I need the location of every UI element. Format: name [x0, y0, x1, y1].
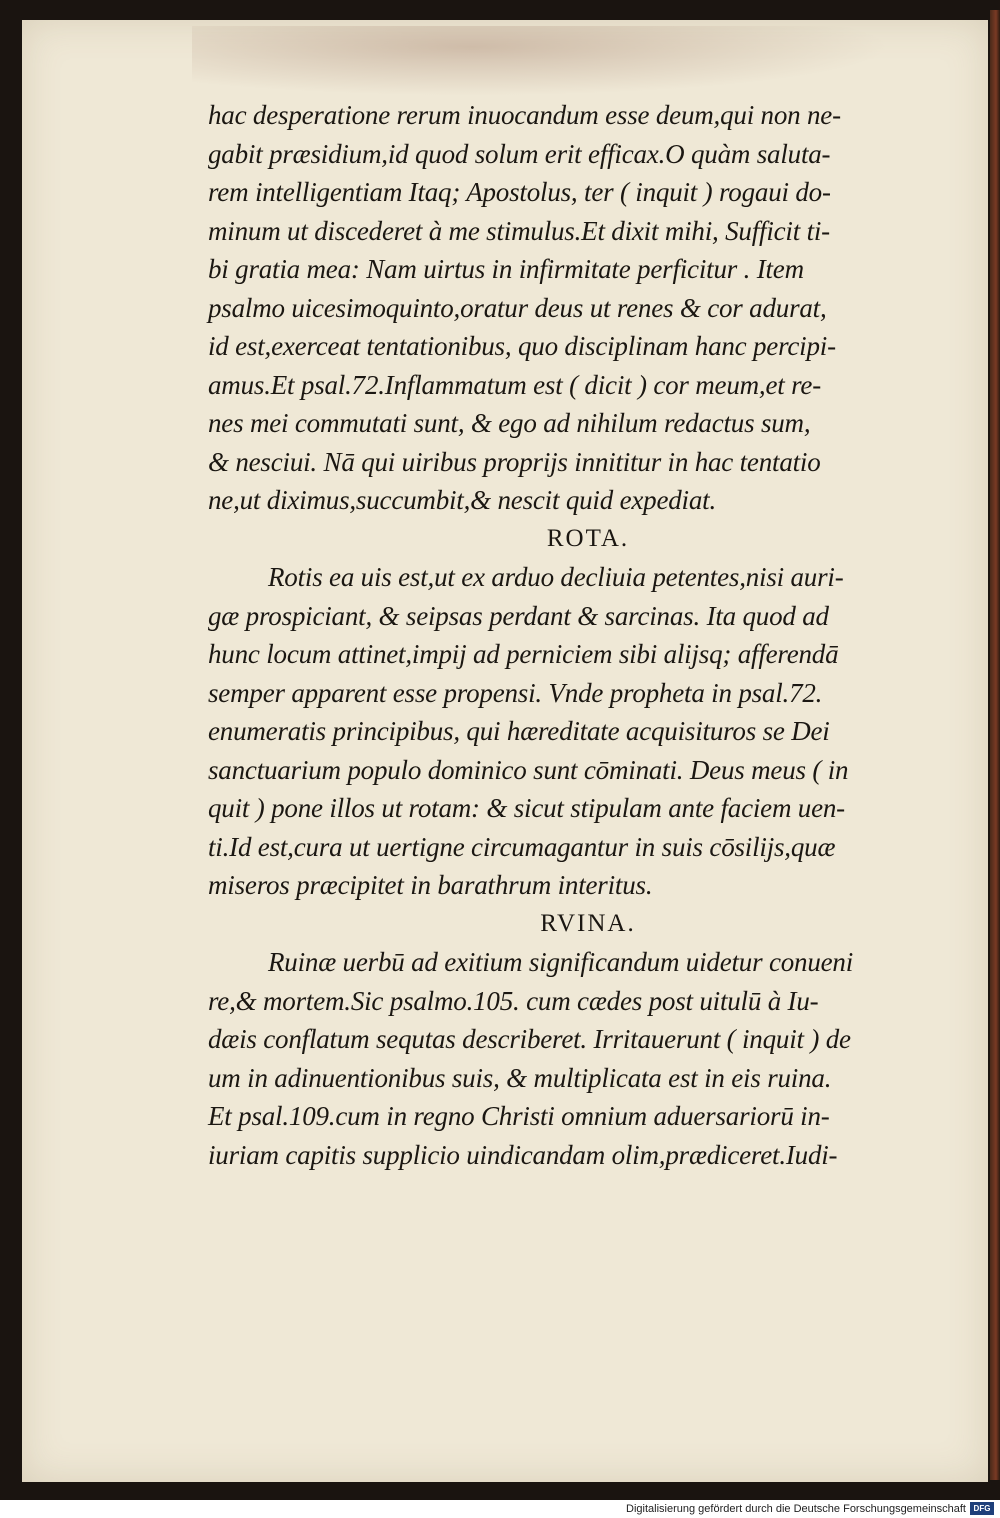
text-line: rem intelligentiam Itaq; Apostolus, ter ( inquit ) rogaui do- — [208, 177, 831, 207]
text-line: quit ) pone illos ut rotam: & sicut stipulam ante faciem uen- — [208, 793, 845, 823]
text-line: id est,exerceat tentationibus, quo disciplinam hanc percipi- — [208, 331, 836, 361]
text-line: Rotis ea uis est,ut ex arduo decliuia petentes,nisi auri- — [268, 562, 844, 592]
text-line: amus.Et psal.72.Inflammatum est ( dicit ) cor meum,et re- — [208, 369, 822, 400]
page-text — [208, 96, 928, 1174]
text-line: gabit præsidium,id quod solum erit efficax.O quàm saluta- — [208, 138, 831, 169]
text-line: hac desperatione rerum inuocandum esse deum,qui non ne- — [208, 100, 841, 130]
book-edge — [990, 10, 1000, 1480]
text-line: gæ prospiciant, & seipsas perdant & sarcinas. Ita quod ad — [208, 600, 829, 631]
footer-bar — [0, 1500, 1000, 1518]
text-line: miseros præcipitet in barathrum interitus. — [208, 870, 653, 900]
text-line: minum ut discederet à me stimulus.Et dixit mihi, Sufficit ti- — [208, 215, 830, 246]
text-line: hunc locum attinet,impij ad perniciem sibi alijsq; afferendā — [208, 639, 839, 669]
text-line: iuriam capitis supplicio uindicandam olim,prædiceret.Iudi- — [208, 1139, 838, 1170]
text-line: psalmo uicesimoquinto,oratur deus ut renes & cor adurat, — [208, 292, 827, 323]
page-stain — [192, 26, 892, 96]
funding-note: Digitalisierung gefördert durch die Deutsche Forschungsgemeinschaft — [626, 1503, 966, 1515]
dfg-logo: DFG — [970, 1502, 994, 1515]
text-line: enumeratis principibus, qui hæreditate acquisituros se Dei — [208, 716, 830, 746]
text-line: nes mei commutati sunt, & ego ad nihilum redactus sum, — [208, 408, 811, 438]
text-line: bi gratia mea: Nam uirtus in infirmitate perficitur . Item — [208, 254, 804, 284]
text-line: dæis conflatum sequtas describeret. Irritauerunt ( inquit ) de — [208, 1024, 851, 1054]
text-line: re,& mortem.Sic psalmo.105. cum cædes post uitulū à Iu- — [208, 985, 819, 1016]
text-line: & nesciui. Nā qui uiribus proprijs innititur in hac tentatio — [208, 446, 821, 477]
section-heading-ruina: RVINA. — [540, 909, 636, 937]
text-line: um in adinuentionibus suis, & multiplicata est in eis ruina. — [208, 1062, 832, 1093]
text-line: Ruinæ uerbū ad exitium significandum uidetur conueni — [268, 947, 854, 977]
text-line: ne,ut diximus,succumbit,& nescit quid expediat. — [208, 485, 716, 515]
text-line: ti.Id est,cura ut uertigne circumagantur in suis cōsilijs,quæ — [208, 831, 836, 862]
text-line: semper apparent esse propensi. Vnde propheta in psal.72. — [208, 677, 823, 708]
section-heading-rota: ROTA. — [546, 524, 630, 552]
text-line: sanctuarium populo dominico sunt cōminati. Deus meus ( in — [208, 754, 849, 785]
text-line: Et psal.109.cum in regno Christi omnium aduersariorū in- — [208, 1101, 830, 1131]
